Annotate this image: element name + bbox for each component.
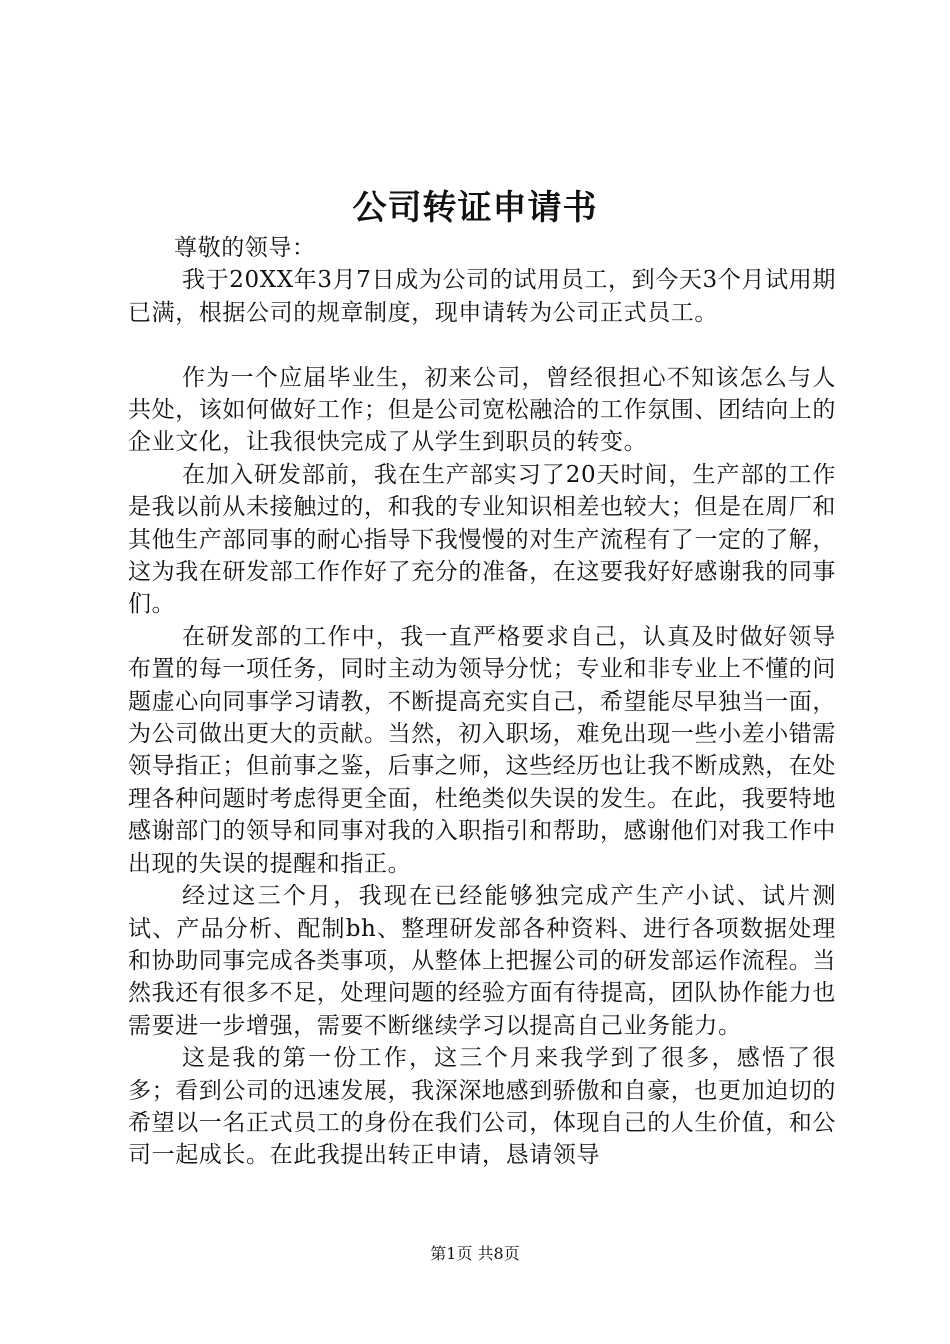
paragraph-three-months-progress: 经过这三个月，我现在已经能够独完成产生产小试、试片测试、产品分析、配制bh、整理研发部各种资料、进行各项数据处理和协助同事完成各类事项，从整体上把握公司的研发部运作流程。当然我还有很多不足，处理问题的经验方面有待提高，团队协作能力也需要进一步增强，需要不断继续学习以提高自己业务能力。	[128, 883, 836, 1039]
paragraph-rd-work: 在研发部的工作中，我一直严格要求自己，认真及时做好领导布置的每一项任务，同时主动为领导分忧；专业和非专业上不懂的问题虚心向同事学习请教，不断提高充实自己，希望能尽早独当一面，为公司做出更大的贡献。当然，初入职场，难免出现一些小差小错需领导指正；但前事之鉴，后事之师，这些经历也让我不断成熟，在处理各种问题时考虑得更全面，杜绝类似失误的发生。在此，我要特地感谢部门的领导和同事对我的入职指引和帮助，感谢他们对我工作中出现的失误的提醒和指正。	[128, 623, 836, 877]
greeting-line: 尊敬的领导：	[174, 235, 316, 261]
paragraph-production-internship: 在加入研发部前，我在生产部实习了20天时间，生产部的工作是我以前从未接触过的，和我的专业知识相差也较大；但是在周厂和其他生产部同事的耐心指导下我慢慢的对生产流程有了一定的了解，这为我在研发部工作作好了充分的准备，在这要我好好感谢我的同事们。	[128, 461, 836, 618]
paragraph-probation-complete: 我于20XX年3月7日成为公司的试用员工，到今天3个月试用期已满，根据公司的规章制度，现申请转为公司正式员工。	[128, 267, 836, 326]
page-number-footer: 第1页 共8页	[430, 1244, 520, 1263]
paragraph-first-job: 这是我的第一份工作，这三个月来我学到了很多，感悟了很多；看到公司的迅速发展，我深深地感到骄傲和自豪，也更加迫切的希望以一名正式员工的身份在我们公司，体现自己的人生价值，和公司一起成长。在此我提出转正申请，恳请领导	[128, 1045, 836, 1169]
paragraph-spacer	[128, 329, 836, 361]
document-title: 公司转证申请书	[352, 188, 598, 228]
document-body	[128, 232, 836, 1172]
paragraph-new-graduate: 作为一个应届毕业生，初来公司，曾经很担心不知该怎么与人共处，该如何做好工作；但是公司宽松融洽的工作氛围、团结向上的企业文化，让我很快完成了从学生到职员的转变。	[128, 364, 836, 456]
